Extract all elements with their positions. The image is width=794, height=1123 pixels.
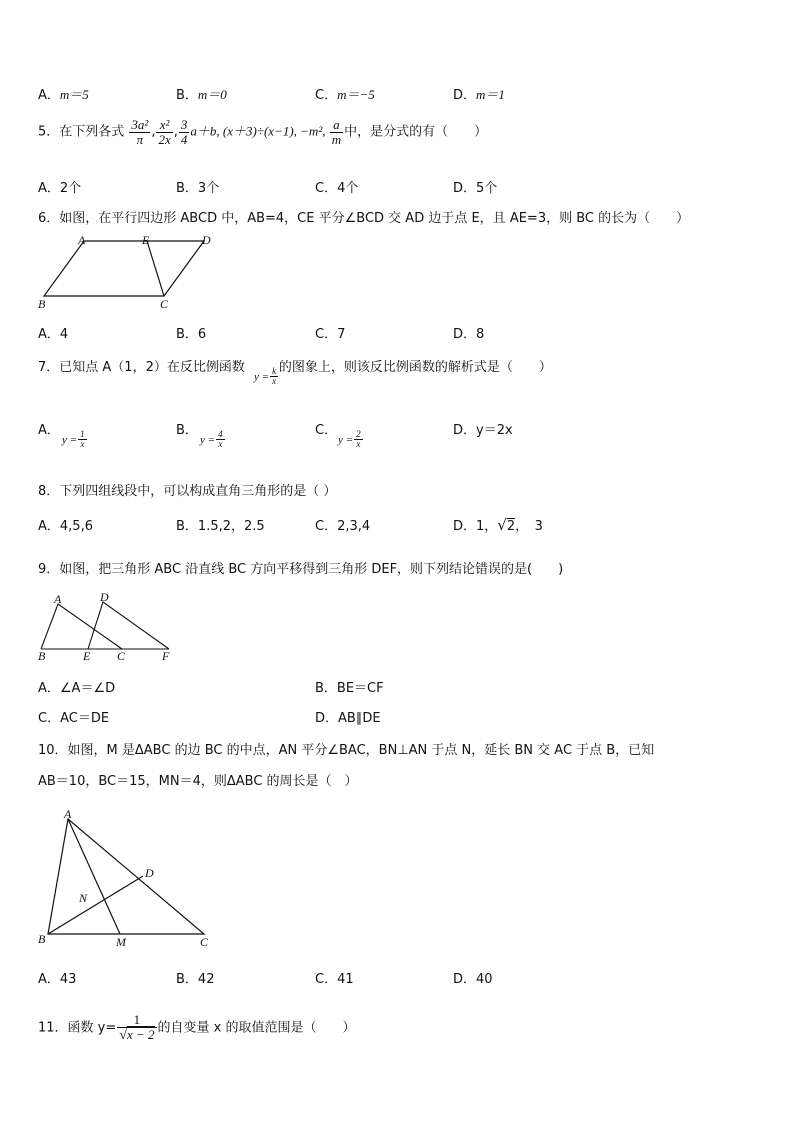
q6-label-d: D <box>202 233 211 247</box>
q6-parallelogram-figure <box>36 232 226 312</box>
q9-option-a: A．∠A＝∠D <box>38 681 116 696</box>
q9-option-d: D．AB∥DE <box>315 711 381 726</box>
q6-label-e: E <box>142 233 150 247</box>
q9-option-b: B．BE＝CF <box>315 681 384 696</box>
q6-label-a: A <box>78 233 86 247</box>
q9-label-a: A <box>54 592 62 606</box>
q7-question: 7．已知点 A（1，2）在反比例函数 的图象上，则该反比例函数的解析式是（ ） <box>38 360 552 375</box>
q6-label-c: C <box>160 297 169 311</box>
q10-label-b: B <box>38 932 46 946</box>
q10-option-c: C．41 <box>315 972 354 987</box>
q9-label-d: D <box>100 592 109 604</box>
q10-question-line2: AB＝10，BC＝15，MN＝4，则ΔABC 的周长是（ ） <box>38 774 358 789</box>
q9-triangles-figure <box>36 592 176 662</box>
q5-option-c: C．4个 <box>315 181 359 196</box>
q10-label-d: D <box>145 866 154 880</box>
q10-label-m: M <box>116 935 126 949</box>
q8-question: 8．下列四组线段中，可以构成直角三角形的是（ ） <box>38 484 337 499</box>
q7-option-d: D．y＝2x <box>453 423 513 438</box>
q9-label-b: B <box>38 649 46 662</box>
q9-label-c: C <box>117 649 126 662</box>
q4-option-d: D．m＝1 <box>453 87 505 103</box>
q9-option-c: C．AC＝DE <box>38 711 110 726</box>
q6-option-b: B．6 <box>176 327 207 342</box>
q7-option-c-expr: y = $\frac{2}{x}$ <box>338 429 361 450</box>
q10-option-b: B．42 <box>176 972 215 987</box>
q9-question: 9．如图，把三角形 ABC 沿直线 BC 方向平移得到三角形 DEF，则下列结论错误的是( ) <box>38 562 564 577</box>
q6-option-c: C．7 <box>315 327 346 342</box>
q8-option-c: C．2,3,4 <box>315 519 371 534</box>
q5-option-d: D．5个 <box>453 181 498 196</box>
q6-label-b: B <box>38 297 46 311</box>
q10-label-c: C <box>200 935 209 949</box>
q7-function: y = $\frac{k}{x}$ <box>254 366 277 387</box>
q10-option-d: D．40 <box>453 972 493 987</box>
q10-question: 10．如图，M 是ΔABC 的边 BC 的中点，AN 平分∠BAC，BN⊥AN 于点 N，延长 BN 交 AC 于点 B，已知 <box>38 743 655 758</box>
q7-option-c: C． <box>315 423 338 438</box>
q7-option-a: A． <box>38 423 60 438</box>
q6-option-d: D．8 <box>453 327 485 342</box>
q8-option-b: B．1.5,2，2.5 <box>176 519 265 534</box>
q5-option-a: A．2个 <box>38 181 82 196</box>
q4-option-a: A．m＝5 <box>38 87 89 103</box>
q10-triangle-figure <box>34 806 224 951</box>
q7-option-b-expr: y = $\frac{4}{x}$ <box>200 429 223 450</box>
q8-option-d: D．1，√2， 3 <box>453 516 543 534</box>
q10-label-n: N <box>79 891 88 905</box>
q9-label-f: F <box>162 649 170 662</box>
q6-question: 6．如图，在平行四边形 ABCD 中，AB=4，CE 平分∠BCD 交 AD 边于点 E，且 AE=3，则 BC 的长为（ ） <box>38 211 690 226</box>
q5-option-b: B．3个 <box>176 181 220 196</box>
q4-option-c: C．m＝−5 <box>315 87 375 103</box>
q11-question: 11．函数 y= $\frac{1}{√x - 2}$ 的自变量 x 的取值范围是（ ） <box>38 1012 356 1043</box>
q8-option-a: A．4,5,6 <box>38 519 93 534</box>
q4-option-b: B．m＝0 <box>176 87 227 103</box>
q9-label-e: E <box>83 649 91 662</box>
q7-option-a-expr: y = $\frac{1}{x}$ <box>62 429 85 450</box>
q6-option-a: A．4 <box>38 327 69 342</box>
q10-option-a: A．43 <box>38 972 77 987</box>
q10-label-a: A <box>64 807 72 821</box>
q7-option-b: B． <box>176 423 198 438</box>
q5-question: 5．在下列各式 $\frac{\text{3a²}}{\pi}$ , $\frac{\text{x²}}{2x}$ , $\frac{3}{4}$ a＋b, (x＋3)÷(x−1), −m², $\frac{a}{m}$ 中，是分式的有（ ） <box>38 117 488 147</box>
